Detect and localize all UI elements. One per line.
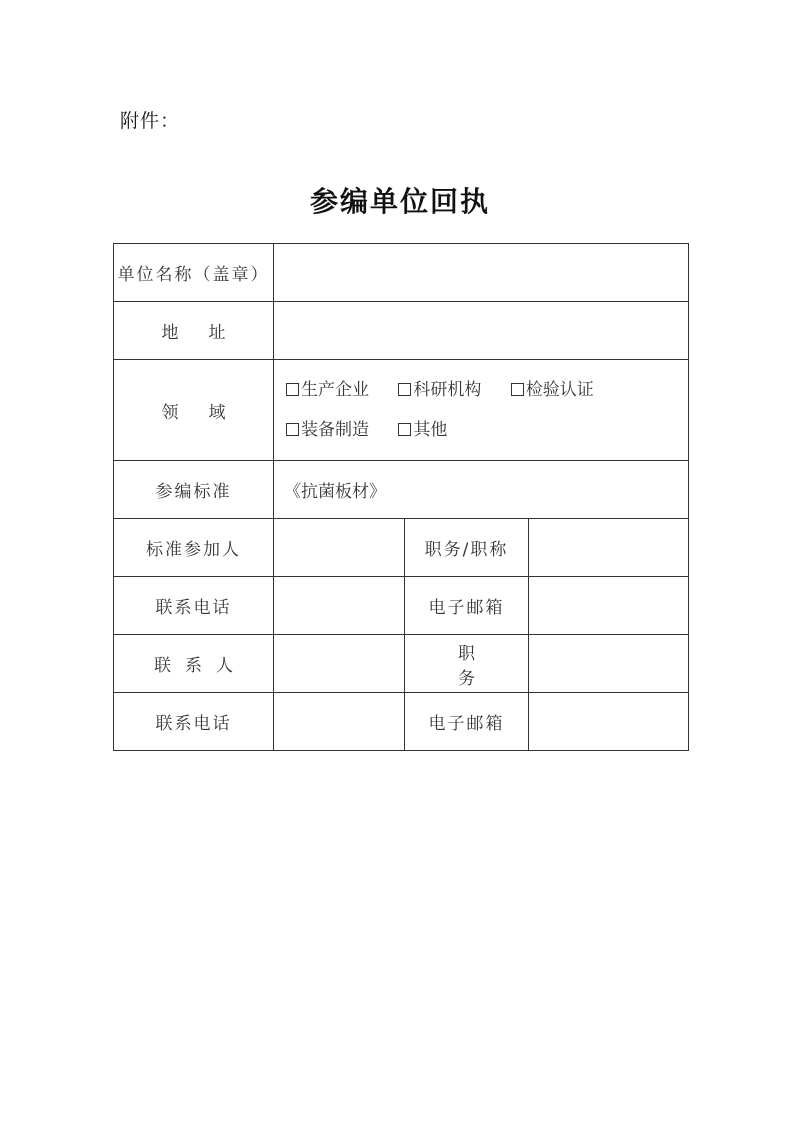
row-unit-name bbox=[114, 244, 689, 302]
contact-person-label: 联系人 bbox=[114, 635, 274, 693]
phone-field[interactable] bbox=[274, 693, 405, 751]
contact-person-field[interactable] bbox=[274, 635, 405, 693]
option-label: 其他 bbox=[413, 420, 448, 440]
row-participant bbox=[114, 519, 689, 577]
row-participant-contact bbox=[114, 577, 689, 635]
standard-value: 《抗菌板材》 bbox=[274, 461, 689, 519]
page-title: 参编单位回执 bbox=[309, 185, 490, 218]
participant-field[interactable] bbox=[274, 519, 405, 577]
checkbox-icon[interactable] bbox=[511, 383, 524, 396]
row-contact-person-contact bbox=[114, 693, 689, 751]
field-label: 领域 bbox=[114, 360, 274, 461]
option-equipment[interactable] bbox=[286, 410, 369, 450]
phone-label: 联系电话 bbox=[114, 693, 274, 751]
unit-name-label: 单位名称（盖章） bbox=[114, 244, 274, 302]
attachment-label: 附件： bbox=[120, 110, 181, 132]
option-research[interactable] bbox=[398, 370, 481, 410]
unit-name-field[interactable] bbox=[274, 244, 689, 302]
checkbox-icon[interactable] bbox=[398, 383, 411, 396]
option-label: 科研机构 bbox=[413, 380, 482, 400]
position-field[interactable] bbox=[529, 635, 689, 693]
option-inspection[interactable] bbox=[511, 370, 594, 410]
email-field[interactable] bbox=[529, 577, 689, 635]
option-label: 检验认证 bbox=[525, 380, 594, 400]
participant-title-label: 职务/职称 bbox=[405, 519, 529, 577]
row-field bbox=[114, 360, 689, 461]
email-label: 电子邮箱 bbox=[405, 577, 529, 635]
field-options bbox=[274, 360, 689, 461]
address-label: 地址 bbox=[114, 302, 274, 360]
standard-label: 参编标准 bbox=[114, 461, 274, 519]
participant-title-field[interactable] bbox=[529, 519, 689, 577]
option-other[interactable] bbox=[398, 410, 447, 450]
option-production[interactable] bbox=[286, 370, 369, 410]
email-label: 电子邮箱 bbox=[405, 693, 529, 751]
position-label: 职务 bbox=[405, 635, 529, 693]
option-label: 生产企业 bbox=[301, 380, 369, 400]
row-address bbox=[114, 302, 689, 360]
participant-label: 标准参加人 bbox=[114, 519, 274, 577]
checkbox-icon[interactable] bbox=[398, 423, 411, 436]
row-standard bbox=[114, 461, 689, 519]
row-contact-person bbox=[114, 635, 689, 693]
checkbox-icon[interactable] bbox=[286, 423, 299, 436]
email-field[interactable] bbox=[529, 693, 689, 751]
phone-label: 联系电话 bbox=[114, 577, 274, 635]
address-field[interactable] bbox=[274, 302, 689, 360]
checkbox-icon[interactable] bbox=[286, 383, 299, 396]
phone-field[interactable] bbox=[274, 577, 405, 635]
receipt-form-table bbox=[113, 243, 689, 751]
option-label: 装备制造 bbox=[301, 420, 369, 440]
